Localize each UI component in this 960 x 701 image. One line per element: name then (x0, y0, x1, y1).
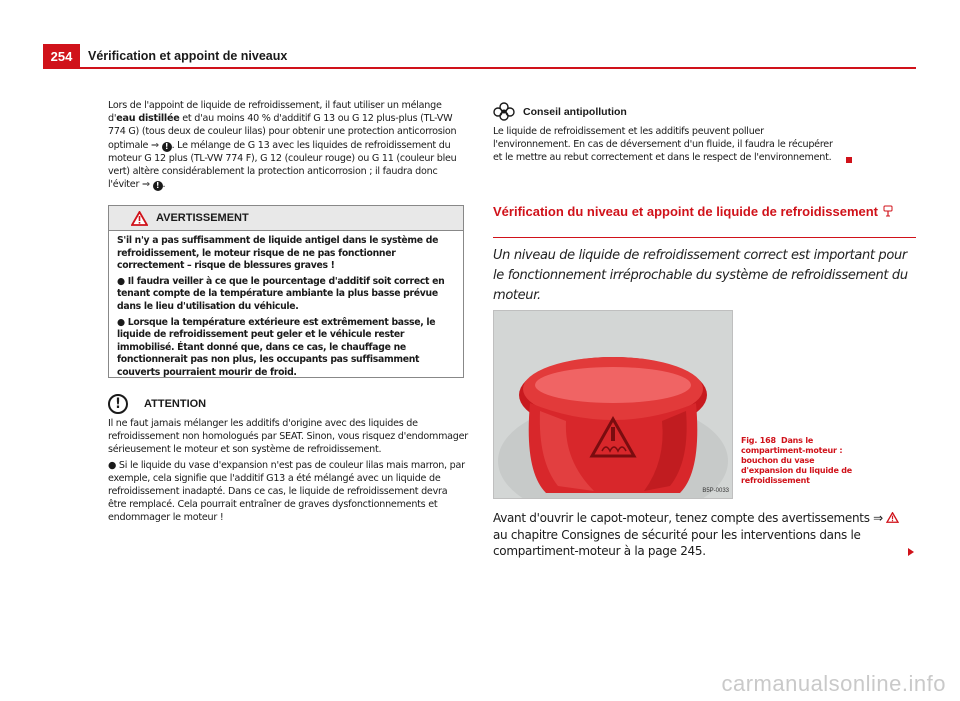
environment-title: Conseil antipollution (523, 106, 627, 118)
attention-body (108, 417, 468, 525)
section-intro: Un niveau de liquide de refroidissement correct est important pour le fonctionnement irréprochable du système de refroidissement du moteur. (493, 248, 908, 303)
bottom-text-2: au chapitre Consignes de sécurité pour les interventions dans le compartiment-moteur à la page 245. (493, 527, 861, 558)
intro-text-3: . Le mélange de G 13 avec les liquides de refroidissement du moteur G 12 plus (TL-VW 774 F), G 12 (couleur rouge) ou G 11 (couleur bleu vert) altère considérablement la protection anticorrosion ; il faudra donc l'éviter ⇒ (108, 139, 457, 191)
environment-text: Le liquide de refroidissement et les additifs peuvent polluer l'environnement. En cas de déversement d'un fluide, il faudra le récupérer et le mettre au rebut correctement et dans le respect de l'environnement. (493, 126, 833, 164)
warning-bullet-text: Lorsque la température extérieure est extrêmement basse, le liquide de refroidissement peut geler et le véhicule rester immobilisé. Étant donné que, dans ce cas, le chauffage ne fonctionnerait pas non plus, les occupants pas suffisamment couverts pourraient mourir de froid. (117, 316, 436, 378)
attention-lead: Il ne faut jamais mélanger les additifs d'origine avec des liquides de refroidissement non homologués par SEAT. Sinon, vous risquez d'endommager sérieusement le moteur et son système de refroidissement. (108, 418, 468, 456)
warning-box (108, 205, 464, 378)
continue-arrow-icon (908, 548, 914, 556)
attention-title: ATTENTION (144, 398, 207, 410)
figure-code: B5P-0033 (702, 488, 729, 494)
bullet-icon: ● (117, 316, 128, 328)
figure-caption-text: Dans le compartiment-moteur : bouchon du vase d'expansion du liquide de refroidissement (741, 436, 853, 485)
attention-block (108, 391, 468, 527)
end-of-section-marker (846, 157, 852, 163)
environment-tip (493, 101, 917, 165)
attention-icon: ! (108, 394, 128, 414)
warning-bullet (117, 317, 455, 380)
figure-caption (741, 436, 861, 486)
intro-text-2: et d'au moins 40 % d'additif G 13 ou G 12 plus-plus (TL-VW 774 G) (tous deux de couleur lilas) pour obtenir une protection anticorrosion optimale ⇒ (108, 113, 457, 151)
environment-header (493, 101, 917, 123)
attention-bullet-text: Si le liquide du vase d'expansion n'est pas de couleur lilas mais marron, par exemple, cela signifie que l'additif G13 a été mélangé avec un liquide de refroidissement inadapté. Dans ce cas, le liquide de refroidissement devra être remplacé. Cela pourrait entraîner de graves dysfonctionnements et endommager le moteur ! (108, 459, 465, 524)
flower-eco-icon (493, 102, 515, 122)
warning-triangle-icon (886, 512, 899, 523)
hand-tool-icon (882, 205, 894, 217)
bullet-icon: ● (117, 275, 128, 287)
intro-bold: eau distillée (116, 113, 180, 125)
section-heading (493, 203, 917, 220)
intro-section (108, 99, 464, 191)
intro-paragraph (108, 99, 464, 191)
attention-ref-icon: ! (162, 142, 172, 152)
page-number: 254 (43, 44, 80, 68)
figure-caption-label: Fig. 168 (741, 436, 776, 445)
attention-header (108, 391, 468, 417)
warning-box-header (109, 206, 463, 231)
attention-ref-icon: ! (153, 181, 163, 191)
intro-text-1: Lors de l'appoint de liquide de refroidissement, il faut utiliser un mélange d' (108, 100, 442, 125)
warning-lead: S'il n'y a pas suffisamment de liquide antigel dans le système de refroidissement, le moteur risque de ne pas fonctionner correctement – risque de blessures graves ! (117, 235, 439, 272)
warning-bullet-text: Il faudra veiller à ce que le pourcentage d'additif soit correct en tenant compte de la température ambiante la plus basse prévue dans le lieu d'utilisation du véhicule. (117, 275, 445, 312)
intro-text-4: . (162, 179, 166, 191)
figure-expansion-tank-cap (493, 310, 733, 499)
watermark: carmanualsonline.info (721, 671, 946, 696)
expansion-tank-cap-image (494, 311, 732, 498)
warning-title: AVERTISSEMENT (156, 212, 249, 224)
attention-bullet (108, 459, 468, 525)
bottom-text-1: Avant d'ouvrir le capot-moteur, tenez compte des avertissements ⇒ (493, 511, 887, 525)
bullet-icon: ● (108, 459, 119, 471)
section-heading-text: Vérification du niveau et appoint de liquide de refroidissement (493, 204, 879, 219)
bottom-paragraph (493, 510, 917, 560)
warning-bullet (117, 276, 455, 314)
warning-body (109, 231, 463, 380)
warning-triangle-icon (131, 211, 148, 226)
section-rule (493, 237, 916, 238)
header-rule (43, 67, 916, 69)
page-header-title: Vérification et appoint de niveaux (88, 49, 288, 63)
